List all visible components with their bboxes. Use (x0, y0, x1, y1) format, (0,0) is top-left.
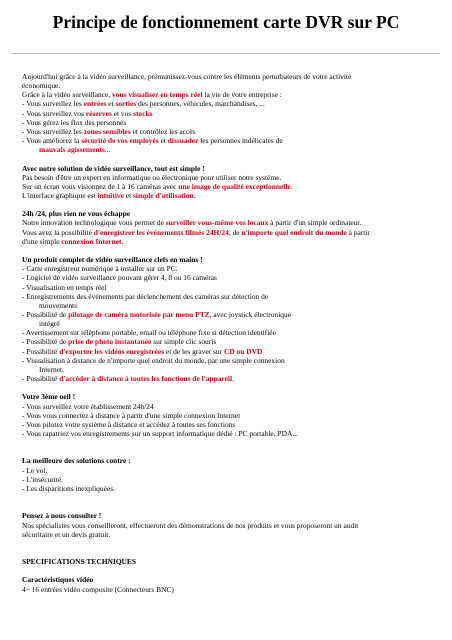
text: Sur un écran vous visionnez de 1 à 16 caméras avec (22, 181, 179, 191)
product-item-cont: mouvements (39, 300, 78, 310)
text: à partir (346, 227, 370, 237)
title-separator (12, 53, 440, 54)
oeil-item: - Vous rapatriez vos enregistrements sur un support informatique dédié : PC portable, PDA... (22, 429, 298, 439)
text: et (158, 136, 168, 146)
specs-item: 4~ 16 entrées vidéo composite (Connecteurs BNC) (22, 584, 174, 594)
intro-bullet-zones (22, 127, 440, 136)
product-item-cont: intégré (39, 319, 60, 329)
oeil-item: - Vous surveillez votre établissement 24h/24 (22, 401, 154, 411)
highlight: pilotage de caméra motorisée par menu PTZ (68, 310, 210, 320)
spacer (22, 438, 440, 456)
simple-line-1: Pas besoin d'être un expert en informatique ou électronique pour utiliser notre système. (22, 172, 282, 182)
intro-bullet-reserves (22, 109, 440, 118)
highlight: d'accéder à distance à toutes les fonctions de l'appareil (59, 374, 233, 384)
spacer (22, 200, 440, 209)
h24-line-2 (22, 228, 440, 237)
solution-item: - Le vol. (22, 465, 48, 475)
intro-bullet-entrees (22, 99, 440, 108)
section-heading-contact: Pensez à nous consulter ! (22, 511, 102, 521)
spacer (22, 383, 440, 392)
product-item: - Visualisation à distance de n'importe quel endroit du monde, par une simple connexion (22, 355, 285, 365)
contact-line-2: sécuritaire et un devis gratuit. (22, 529, 111, 539)
text: . (121, 236, 124, 246)
section-heading-solution: La meilleure des solutions contre : (22, 456, 131, 466)
text: ... (104, 145, 111, 155)
text: - Vous surveillez les (22, 99, 84, 109)
text: , de (228, 227, 242, 237)
text: . (193, 191, 196, 201)
intro-bullet-securite (22, 136, 440, 145)
highlight: connexion Internet (61, 236, 122, 246)
text: L'interface graphique est (22, 191, 98, 201)
highlight: réserves (85, 108, 112, 118)
simple-line-3 (22, 191, 440, 200)
highlight: mauvais agissements (39, 145, 105, 155)
highlight: prise de photo instantanée (68, 337, 152, 347)
text: les personnes indélicates de (198, 136, 283, 146)
highlight: dissuadez (167, 136, 199, 146)
spacer (22, 154, 440, 163)
text: et vos (111, 108, 134, 118)
text: - Possibilité (22, 374, 60, 384)
document-body (22, 72, 440, 594)
h24-line-3 (22, 237, 440, 246)
highlight: entrées (83, 99, 107, 109)
highlight: vous visualisez en temps réel (112, 90, 203, 100)
intro-line-1: Aujourd'hui grâce à la vidéo surveillance, prémunissez-vous contre les éléments perturbateurs de votre activité (22, 72, 352, 81)
text: Vous avez la possibilité (22, 227, 94, 237)
highlight: stocks (133, 108, 153, 118)
intro-bullet-flux: - Vous gérez les flux des personnes (22, 117, 127, 127)
solution-item: - Les disparitions inexpliquées. (22, 483, 115, 493)
highlight: sécurité de vos employés (81, 136, 159, 146)
highlight: simple d'utilisation (133, 191, 194, 201)
intro-line-2: économique. (22, 81, 61, 91)
spacer (22, 539, 440, 557)
product-item-ptz (22, 310, 440, 319)
oeil-item: - Vous vous connectez à distance à partir d'une simple connexion Internet (22, 410, 241, 420)
highlight: surveiller vous-même vos locaux (165, 218, 269, 228)
spacer (22, 566, 440, 575)
text: - Possibilité (22, 346, 60, 356)
solution-item: - L'insécurité. (22, 474, 63, 484)
text: - Possibilité de (22, 310, 69, 320)
text: Grâce à la vidéo surveillance, (22, 90, 113, 100)
text: des personnes, véhicules, marchandises, ... (136, 99, 265, 109)
text: et (123, 191, 134, 201)
product-item-remote (22, 374, 440, 383)
text: . (290, 181, 293, 191)
product-item: - Logiciel de vidéo surveillance pouvant gérer 4, 8 ou 16 caméras (22, 273, 217, 283)
text: et contrôlez les accès (130, 126, 196, 136)
text: - Vous surveillez vos (22, 108, 86, 118)
highlight: d'exporter les vidéos enregistrées (59, 346, 165, 356)
product-item: - Visualisation en temps réel (22, 282, 107, 292)
text: Notre innovation technologique vous permet de (22, 218, 166, 228)
text: et (106, 99, 116, 109)
highlight: zones sensibles (83, 126, 131, 136)
simple-line-2 (22, 182, 440, 191)
intro-line-3 (22, 90, 440, 99)
page-title: Principe de fonctionnement carte DVR sur PC (52, 12, 400, 32)
highlight: CD ou DVD (223, 346, 263, 356)
text: . (232, 374, 234, 384)
product-item: - Enregistrements des événements par déclenchement des caméras sur détection de (22, 291, 269, 301)
section-heading-simple: Avec notre solution de vidéo surveillance, tout est simple ! (22, 163, 205, 173)
oeil-item: - Vous pilotez votre système à distance et accédez à toutes ses fonctions (22, 419, 236, 429)
highlight: d'enregistrer les événements filmés 24H/24 (93, 227, 229, 237)
highlight: une image de qualité exceptionnelle (178, 181, 291, 191)
section-heading-specs: SPECIFICATIONS TECHNIQUES (22, 557, 137, 567)
text: et de les graver sur (164, 346, 224, 356)
text: la vie de votre entreprise : (202, 90, 282, 100)
text: à partir d'un simple ordinateur. (268, 218, 362, 228)
spacer (22, 246, 440, 255)
product-item-photo (22, 337, 440, 346)
spacer (22, 493, 440, 511)
section-heading-oeil: Votre 3ème oeil ! (22, 392, 76, 402)
text: - Possibilité de (22, 337, 69, 347)
product-item: - Avertissement sur téléphone portable, email ou téléphone fixe si détection identifiée (22, 328, 276, 338)
section-heading-24h: 24h /24, plus rien ne vous échappe (22, 209, 131, 219)
specs-subheading-video: Caractéristiques vidéo (22, 575, 94, 585)
text: - Vous améliorez la (22, 136, 82, 146)
text: sur simple clic souris (151, 337, 217, 347)
section-heading-product: Un produit complet de vidéo surveillance clefs en mains ! (22, 255, 203, 265)
h24-line-1 (22, 218, 440, 227)
text: , avec joystick électronique (209, 310, 292, 320)
product-item-cont: Internet. (39, 364, 64, 374)
contact-line-1: Nos spécialistes vous conseilleront, effectueront des démonstrations de nos produits et vous proposeront un audit (22, 520, 359, 530)
text: - Vous surveillez les (22, 126, 84, 136)
text: d'une simple (22, 236, 62, 246)
highlight: n'importe quel endroit du monde (241, 227, 347, 237)
product-item-export (22, 347, 440, 356)
highlight: sorties (115, 99, 137, 109)
intro-bullet-securite-cont (22, 145, 440, 154)
highlight: intuitive (97, 191, 124, 201)
product-item: - Carte enregistreur numérique à installer sur un PC. (22, 264, 178, 274)
